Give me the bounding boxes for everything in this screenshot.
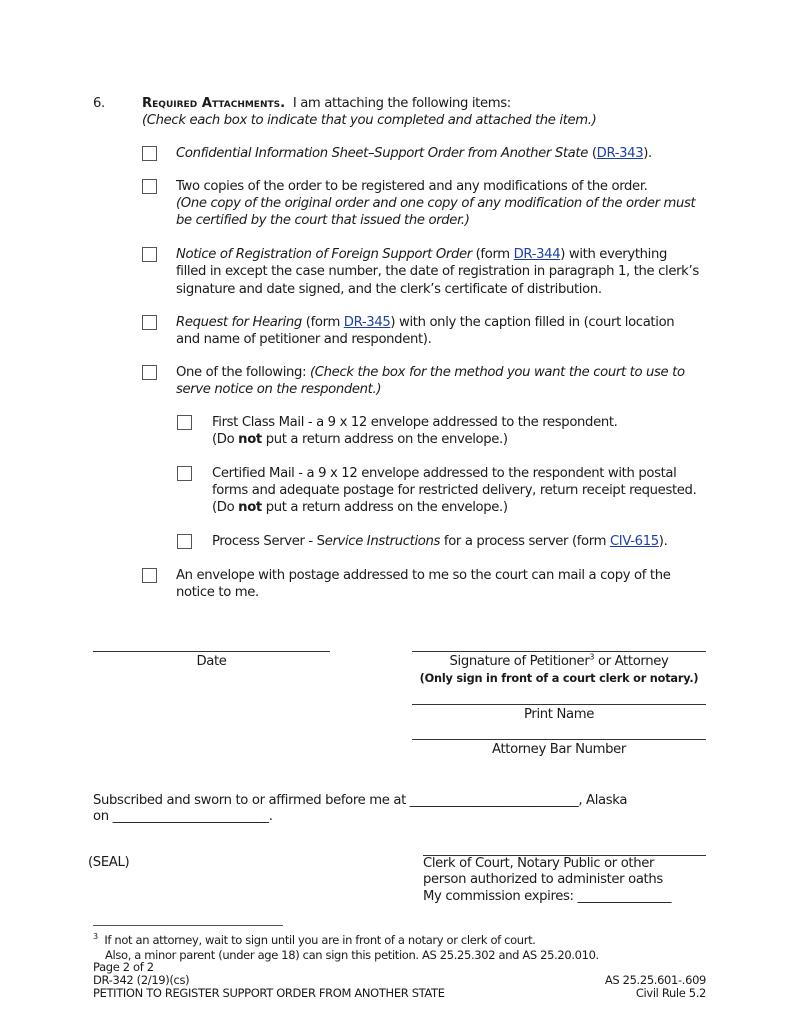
footnote-separator [93, 925, 283, 926]
date-signature-line[interactable] [93, 651, 330, 652]
seal-label: (SEAL) [88, 855, 130, 870]
print-name-line[interactable] [412, 704, 706, 705]
item-request-hearing-line1: Request for Hearing (form DR-345) with only the caption filled in (court location [176, 315, 675, 330]
link-dr-343[interactable]: DR-343 [596, 146, 644, 161]
checkbox-process-server[interactable] [177, 534, 192, 549]
checkbox-first-class-mail[interactable] [177, 415, 192, 430]
commission-expires: My commission expires: _______________ [423, 889, 672, 904]
section-heading-row [142, 95, 511, 113]
footer-statute: AS 25.25.601-.609 [604, 973, 706, 987]
subitem-process-server: Process Server - Service Instructions for a process server (form CIV-615). [212, 534, 668, 549]
signature-label: Signature of Petitioner$^3$ or Attorney [449, 652, 669, 669]
checkbox-notice-of-registration[interactable] [142, 247, 157, 262]
item-return-envelope-line1: An envelope with postage addressed to me so the court can mail a copy of the [176, 568, 671, 583]
item-two-copies-line3: be certified by the court that issued the order.) [176, 213, 470, 228]
commission-blank[interactable]: _______________ [577, 889, 672, 904]
bar-number-line[interactable] [412, 739, 706, 740]
checkbox-two-copies-order[interactable] [142, 179, 157, 194]
oath-line2: on _________________________. [93, 809, 273, 824]
footer-page: Page 2 of 2 [93, 960, 154, 974]
item-confidential-info-sheet: Confidential Information Sheet–Support Order from Another State (DR-343). [176, 146, 652, 161]
bar-number-label: Attorney Bar Number [492, 742, 626, 757]
signature-note: (Only sign in front of a court clerk or notary.) [419, 672, 699, 685]
item-request-hearing-line2: and name of petitioner and respondent). [176, 332, 432, 347]
footnote-line1: $^3$ If not an attorney, wait to sign until you are in front of a notary or clerk of court. [93, 932, 536, 947]
oath-location-blank[interactable]: ___________________________ [409, 793, 579, 808]
subitem-certified-line3: (Do not put a return address on the envelope.) [212, 500, 508, 515]
section-instruction: (Check each box to indicate that you completed and attached the item.) [142, 113, 597, 128]
subitem-certified-line2: forms and adequate postage for restricted delivery, return receipt requested. [212, 483, 697, 498]
petitioner-signature-line[interactable] [412, 651, 706, 652]
section-intro: I am attaching the following items: [292, 96, 511, 111]
footer-form-id: DR-342 (2/19)(cs) [93, 973, 190, 987]
checkbox-request-for-hearing[interactable] [142, 315, 157, 330]
item-notice-registration-line1: Notice of Registration of Foreign Support Order (form DR-344) with everything [176, 247, 667, 262]
footnote-ref: 3 [589, 652, 595, 662]
clerk-line1: Clerk of Court, Notary Public or other [423, 856, 655, 871]
oath-date-blank[interactable]: _________________________ [112, 809, 269, 824]
subitem-certified-line1: Certified Mail - a 9 x 12 envelope addressed to the respondent with postal [212, 466, 677, 481]
checkbox-return-envelope[interactable] [142, 568, 157, 583]
footnote-line2: Also, a minor parent (under age 18) can sign this petition. AS 25.25.302 and AS 25.20.010. [105, 948, 599, 962]
checkbox-confidential-info-sheet[interactable] [142, 146, 157, 161]
item-service-method-line2: serve notice on the respondent.) [176, 382, 382, 397]
footer-rule: Civil Rule 5.2 [635, 986, 706, 1000]
link-dr-344[interactable]: DR-344 [513, 247, 561, 262]
section-number: 6. [93, 96, 105, 111]
link-dr-345[interactable]: DR-345 [343, 315, 391, 330]
item-notice-registration-line2: filled in except the case number, the date of registration in paragraph 1, the clerk’s [176, 264, 699, 279]
subitem-first-class-line2: (Do not put a return address on the envelope.) [212, 432, 508, 447]
item-service-method-line1: One of the following: (Check the box for the method you want the court to use to [176, 365, 685, 380]
item-two-copies-line1: Two copies of the order to be registered and any modifications of the order. [176, 179, 648, 194]
section-heading: Required Attachments. [142, 96, 286, 111]
checkbox-service-method[interactable] [142, 365, 157, 380]
item-return-envelope-line2: notice to me. [176, 585, 259, 600]
subitem-first-class-line1: First Class Mail - a 9 x 12 envelope addressed to the respondent. [212, 415, 618, 430]
link-civ-615[interactable]: CIV-615 [609, 534, 659, 549]
clerk-line2: person authorized to administer oaths [423, 872, 663, 887]
date-label: Date [196, 654, 227, 669]
footer-form-title: PETITION TO REGISTER SUPPORT ORDER FROM ANOTHER STATE [93, 986, 445, 1000]
item-two-copies-line2: (One copy of the original order and one copy of any modification of the order must [176, 196, 696, 211]
print-name-label: Print Name [524, 707, 594, 722]
item-notice-registration-line3: signature and date signed, and the clerk’s certificate of distribution. [176, 282, 602, 297]
oath-line1: Subscribed and sworn to or affirmed before me at ___________________________, Alaska [93, 793, 628, 808]
checkbox-certified-mail[interactable] [177, 466, 192, 481]
